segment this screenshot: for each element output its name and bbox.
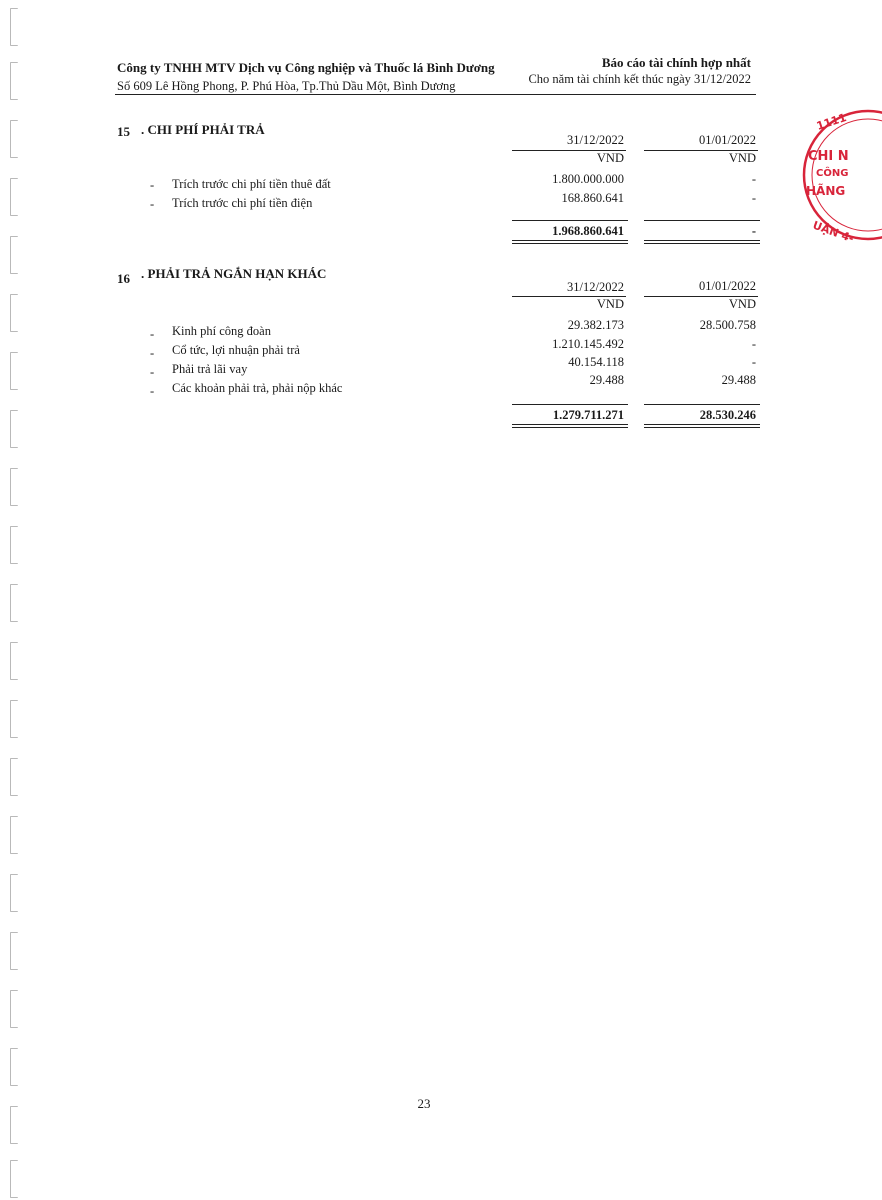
section-16-subtotal-rule xyxy=(512,404,628,405)
row-value-current: 40.154.118 xyxy=(568,355,624,369)
svg-text:CHI N: CHI N xyxy=(808,149,849,164)
section-15-subtotal-rule-2 xyxy=(644,220,760,221)
page-number: 23 xyxy=(417,1096,431,1111)
row-label: Trích trước chi phí tiền điện xyxy=(172,196,313,210)
section-15-number: 15 xyxy=(117,124,130,139)
row-value-prior: 29.488 xyxy=(721,373,756,387)
section-16-col1-date: 31/12/2022 xyxy=(567,280,624,294)
row-label: Các khoản phải trả, phải nộp khác xyxy=(172,381,343,395)
row-bullet: - xyxy=(150,365,155,379)
section-16-total-current: 1.279.711.271 xyxy=(552,408,624,422)
row-value-current: 29.488 xyxy=(589,373,624,387)
report-title: Báo cáo tài chính hợp nhất xyxy=(601,55,751,70)
section-15-subtotal-rule xyxy=(512,220,628,221)
row-value-prior: - xyxy=(751,172,756,186)
row-value-current: 168.860.641 xyxy=(561,191,624,205)
section-15-double-rule-2 xyxy=(644,240,760,244)
row-label: Kinh phí công đoàn xyxy=(172,324,271,338)
section-15-col1-date: 31/12/2022 xyxy=(567,133,624,147)
section-16-col2-date: 01/01/2022 xyxy=(699,279,756,293)
section-16-subtotal-rule-2 xyxy=(644,404,760,405)
company-name: Công ty TNHH MTV Dịch vụ Công nghiệp và Thuốc lá Bình Dương xyxy=(117,60,495,75)
section-15-total-current: 1.968.860.641 xyxy=(552,224,624,238)
row-bullet: - xyxy=(150,346,155,360)
section-15-col2-date: 01/01/2022 xyxy=(699,133,756,147)
section-16-col1-unit: VND xyxy=(596,297,624,311)
row-value-current: 1.210.145.492 xyxy=(552,337,624,351)
report-period: Cho năm tài chính kết thúc ngày 31/12/2022 xyxy=(528,72,751,86)
section-16-total-prior: 28.530.246 xyxy=(699,408,756,422)
section-16-double-rule-2 xyxy=(644,424,760,428)
section-15-double-rule xyxy=(512,240,628,244)
row-label: Cổ tức, lợi nhuận phải trả xyxy=(172,343,300,357)
row-bullet: - xyxy=(150,197,155,211)
svg-text:CÔNG: CÔNG xyxy=(816,168,849,179)
row-label: Trích trước chi phí tiền thuê đất xyxy=(172,177,331,191)
section-16-title: . PHẢI TRẢ NGẮN HẠN KHÁC xyxy=(141,266,327,281)
row-value-current: 1.800.000.000 xyxy=(552,172,624,186)
row-label: Phải trả lãi vay xyxy=(172,362,248,376)
header-rule xyxy=(115,94,756,95)
svg-text:HÃNG: HÃNG xyxy=(806,184,846,198)
section-15-total-prior: - xyxy=(751,224,756,238)
company-address: Số 609 Lê Hồng Phong, P. Phú Hòa, Tp.Thủ Dầu Một, Bình Dương xyxy=(117,79,456,93)
svg-text:1111: 1111 xyxy=(814,111,849,133)
row-value-prior: - xyxy=(751,355,756,369)
row-bullet: - xyxy=(150,327,155,341)
section-16-number: 16 xyxy=(117,271,130,286)
row-value-prior: - xyxy=(751,337,756,351)
row-bullet: - xyxy=(150,384,155,398)
row-bullet: - xyxy=(150,178,155,192)
row-value-prior: - xyxy=(751,191,756,205)
section-16-double-rule xyxy=(512,424,628,428)
row-value-current: 29.382.173 xyxy=(567,318,624,332)
svg-text:UẬN 4-: UẬN 4- xyxy=(810,218,856,246)
section-15-col2-unit: VND xyxy=(728,151,756,165)
section-16-col2-unit: VND xyxy=(728,297,756,311)
company-stamp-icon xyxy=(794,100,882,250)
row-value-prior: 28.500.758 xyxy=(699,318,756,332)
section-15-col1-unit: VND xyxy=(596,151,624,165)
section-15-title: . CHI PHÍ PHẢI TRẢ xyxy=(141,122,265,137)
